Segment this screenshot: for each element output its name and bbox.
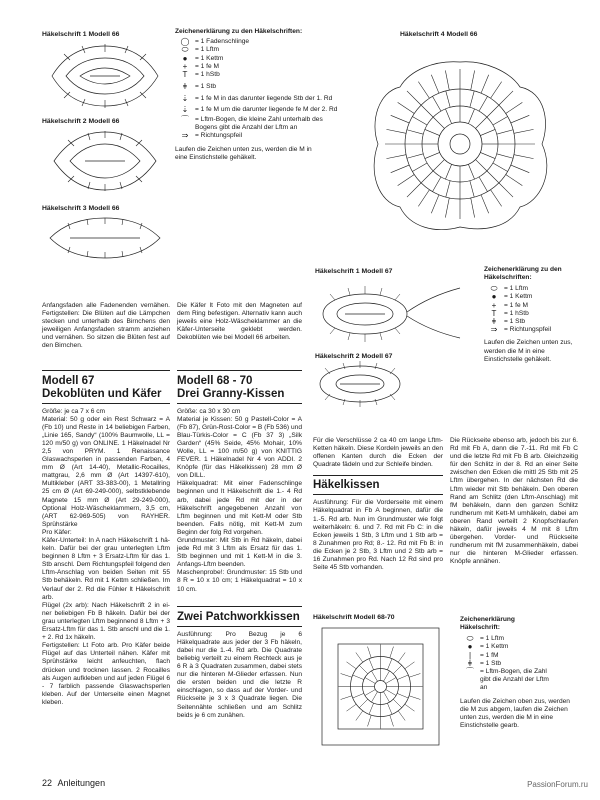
slip-stitch-icon: ● xyxy=(491,292,497,302)
haekelkissen-title: Häkelkissen xyxy=(313,479,443,495)
legend-2-item: + = 1 fe M xyxy=(484,302,584,310)
footer-section: Anleitungen xyxy=(57,778,106,788)
legend-2-item: ● = 1 Kettm xyxy=(484,293,584,301)
single-crochet-icon: | xyxy=(468,650,472,660)
legend-1-note: Laufen die Zeichen unten zus, werden die M in eine Einstichstelle gehäkelt. xyxy=(175,146,312,162)
legend-1-item: ⇣ = 1 fe M in das darunter liegende Stb der 1. Rd xyxy=(175,95,340,103)
slip-stitch-icon: ● xyxy=(467,642,473,652)
section-rule xyxy=(42,370,170,371)
legend-2-item: T = 1 hStb xyxy=(484,310,584,318)
half-double-icon: T xyxy=(182,69,188,79)
page-footer xyxy=(42,778,105,788)
legend-1-item: ◯ = 1 Fadenschlinge xyxy=(175,38,340,46)
legend-1-item: ● = 1 Kettm xyxy=(175,55,340,63)
crochet-chart-m67-2 xyxy=(310,360,430,408)
chart-title-m67-1: Häkelschrift 1 Modell 67 xyxy=(315,268,393,275)
crochet-chart-m66-1 xyxy=(40,40,170,112)
column-modell-67 xyxy=(42,370,170,707)
watermark: PassionForum.ru xyxy=(527,780,588,789)
single-crochet-icon: + xyxy=(491,300,497,310)
legend-3-title: Zeichenerklärung Häkelschrift: xyxy=(460,616,515,632)
section-rule xyxy=(177,370,302,371)
legend-3-item: ⌒ = Lftm-Bogen, die Zahl gibt die Anzahl der Lftm an xyxy=(460,668,585,693)
legend-3-item: | = 1 fM xyxy=(460,652,585,660)
chart-title-m67-2: Häkelschrift 2 Modell 67 xyxy=(315,353,393,360)
chain-icon: ⬭ xyxy=(181,45,189,55)
modell-68-70-title: Modell 68 - 70 xyxy=(177,375,253,387)
page-number: 22 xyxy=(42,778,53,788)
legend-1-item: ǂ = 1 Stb xyxy=(175,83,340,91)
crochet-chart-m66-3 xyxy=(40,215,170,261)
section-rule xyxy=(313,475,443,476)
sc-in-stb-icon: ⇣ xyxy=(181,94,189,104)
direction-arrow-icon: ⇒ xyxy=(181,131,189,141)
crochet-chart-m67-1 xyxy=(310,276,475,346)
legend-1-item: + = 1 fe M xyxy=(175,63,340,71)
direction-arrow-icon: ⇒ xyxy=(490,325,498,335)
legend-3-item: ● = 1 Kettm xyxy=(460,643,585,651)
legend-1-item: ⇣ = 1 fe M um die darunter liegende fe M der 2. Rd xyxy=(175,106,340,114)
legend-3 xyxy=(460,616,585,730)
modell-68-70-subtitle: Drei Granny-Kissen xyxy=(177,388,302,404)
half-double-icon: T xyxy=(491,308,497,318)
column-modell-68-70 xyxy=(177,370,302,720)
legend-2-item: ⇒ = Richtungspfeil xyxy=(484,326,584,334)
legend-2-note: Laufen die Zeichen unten zus, werden die M in eine Einstichstelle gehäkelt. xyxy=(484,339,573,363)
rueckseite-text: Die Rückseite ebenso arb, jedoch bis zur 6. Rd mit Fb A, dann die 7.-11. Rd mit Fb C und die letzte Rd mit Fb B arb. Gleichzeitig für den Schlitz in der 8. Rd an einer Seite zwischen den Ecken die mittl 25 Stb mit 25 Lftm übergehen. In der nächsten Rd die Lftm wieder mit Stb behäkeln. Den oberen Rand am Schlitz (den Lftm-Anschlag) mit fM behäkeln, dann den ganzen Schlitz rundherum mit Kett-M umhäkeln, dabei am oberen Rand verteilt 2 Knopfschlaufen häkeln, dafür jeweils 4 M mit 8 Lftm übergehen. Vorder- und Rückseite rundherum mit fM zusammenhäkeln, dabei nur die hinteren M-Glieder erfassen. Knöpfe annähen. xyxy=(450,437,578,566)
legend-2-item: ⬭ = 1 Lftm xyxy=(484,285,584,293)
verschluss-text: Für die Verschlüsse 2 ca 40 cm lange Lftm-Ketten häkeln. Diese Kordeln jeweils an den offenen Kanten durch die Ecken der Quadrate fädeln und zur Schleife binden. xyxy=(313,437,443,469)
chart-title-m66-2: Häkelschrift 2 Modell 66 xyxy=(42,118,120,125)
legend-2-title: Zeichenerklärung zu den Häkelschriften: xyxy=(484,266,562,282)
legend-2 xyxy=(484,266,584,364)
modell-68-70-body: Größe: ca 30 x 30 cm Material je Kissen: 50 g Pastell-Color = A (Fb 87), Grün-Rost-Color = B (Fb 536) und Blau-Türkis-Color = C (Fb 37 3) „Silk Garden“ (45% Seide, 45% Mohair, 10% Wolle, LL = 100 m/50 g) von KNITTIG FEVER. 1 Häkelnadel Nr 4 von ADDI. 2 Knöpfe (für das Häkelkissen) 28 mm Ø von DILL. Häkelquadrat: Mit einer Fadenschlinge beginnen und lt Häkelschrift die 1.- 4 Rd arb, dabei jede Rd mit der in der Häkelschrift angegebenen Anzahl von Lftm beginnen und mit Kett-M oder Stb beenden. Falls nötig, mit Kett-M zum Beginn der folg Rd vorgehen. Grundmuster: Mit Stb in Rd häkeln, dabei jede Rd mit 3 Lftm als Ersatz für das 1. Stb beginnen und mit 1 Kett-M in die 3. Anfangs-Lftm beenden. Maschenprobe!: Grundmuster: 15 Stb und 8 R = 10 x 10 cm; 1 Häkelquadrat = 10 x 10 cm. xyxy=(177,407,302,593)
legend-1-item: T = 1 hStb xyxy=(175,71,340,79)
slip-stitch-icon: ● xyxy=(182,53,188,63)
text-block-a: Anfangsfaden alle Fadenenden vernähen. Fertigstellen: Die Blüten auf die Lämpchen stecken und unterhalb des Birnchens den jeweiligen Anfangsfaden stramm anziehen und vernähen. So sitzen die Blüten fest auf den Birnchen. xyxy=(42,302,170,350)
chart-title-m66-1: Häkelschrift 1 Modell 66 xyxy=(42,31,120,38)
section-rule xyxy=(177,606,302,607)
chart-title-m6870: Häkelschrift Modell 68-70 xyxy=(313,614,395,621)
legend-1 xyxy=(175,28,340,163)
chain-arc-icon: ⌒ xyxy=(466,667,474,676)
loop-icon: ◯ xyxy=(180,37,190,47)
legend-1-item: ⌒ = Lftm-Bogen, die kleine Zahl unterhalb des Bogens gibt die Anzahl der Lftm an xyxy=(175,116,340,132)
crochet-chart-m66-4 xyxy=(360,42,560,247)
legend-3-item: ⬭ = 1 Lftm xyxy=(460,635,585,643)
double-crochet-icon: ǂ xyxy=(467,658,473,668)
haekelkissen-body: Ausführung: Für die Vorderseite mit einem Häkelquadrat in Fb A beginnen, dafür die 1.-5. Rd arb. Nun im Grundmuster wie folgt weiterhäkeln: 6. und 7. Rd mit Fb C: in die Ecken jeweils 1 Stb, 3 Lftm und 1 Stb arb = 8 Zunahmen pro Rd; 8.- 12. Rd mit Fb B: in die Ecken je 2 Stb, 3 Lftm und 2 Stb arb = 16 Zunahmen pro Rd. Nach 12 Rd sind pro Seite 45 Stb vorhanden. xyxy=(313,499,443,572)
modell-67-subtitle: Dekoblüten und Käfer xyxy=(42,388,170,404)
crochet-chart-m66-2 xyxy=(40,128,170,194)
legend-3-item: ǂ = 1 Stb xyxy=(460,660,585,668)
zwei-patchwork-title: Zwei Patchworkkissen xyxy=(177,611,302,627)
legend-1-title: Zeichenerklärung zu den Häkelschriften: xyxy=(175,28,303,35)
chart-title-m66-4: Häkelschrift 4 Modell 66 xyxy=(400,31,478,38)
crochet-chart-m68-70 xyxy=(318,624,443,749)
zwei-patchwork-body: Ausführung: Pro Bezug je 6 Häkelquadrate aus jeder der 3 Fb häkeln, dabei nur die 1.-4. Rd arb. Die Quadrate beliebig verteilt zu einem Rechteck aus je 6 R à 3 Quadraten zusammen, dabei stets nur die hinteren M-Glieder erfassen. Nun die ersten beiden und die letzte R einschlagen, so dass auf der Vorder- und Rückseite je 3 x 3 Quadrate liegen. Die Seitennähte schließen und am Schlitz beids je 6 cm zunähen. xyxy=(177,630,302,719)
double-crochet-icon: ǂ xyxy=(182,82,188,92)
single-crochet-icon: + xyxy=(182,61,188,71)
text-block-b: Die Käfer lt Foto mit den Magneten auf dem Ring befestigen. Alternativ kann auch jeweils eine Holz-Wäscheklammer an die Käfer-Unterseite geklebt werden. Dekoblüten wie bei Modell 66 arbeiten. xyxy=(177,302,302,342)
legend-3-note: Laufen die Zeichen oben zus, werden die M zus abgem, laufen die Zeichen unten zus, werden die M in eine Einstichstelle gearb. xyxy=(460,697,570,729)
legend-1-item: ⬭ = 1 Lftm xyxy=(175,46,340,54)
sc-around-sc-icon: ⇣ xyxy=(181,104,189,114)
modell-67-body: Größe: je ca 7 x 6 cm Material: 50 g oder ein Rest Schwarz = A (Fb 10) und Reste in 14 beliebigen Farben, „Linie 165, Sandy“ (100% Baumwolle, LL = 120 m/50 g) von ONLINE. 1 Häkelnadel Nr 2,5 von PRYM. 1 Renaissance Glaswachsperlen in passenden Farben, 4 mm Ø (Art 14-40), Metallic-Rocailles, mattgrau, 2,6 mm Ø (Art 14397-610), Multikleber (ART 33-383-00), 1 Metallring 25 cm Ø (Art 69-249-000), selbstklebende Magnete 15 mm Ø (Art 29-249-000), Optional Holz-Wäscheklammern, 3,5 cm, (ART 62-969-505) von RAYHER. Sprühstärke Pro Käfer: Käfer-Unterteil: In A nach Häkelschrift 1 hä-keln. Dafür bei der grau unterlegten Lftm beginnen 8 Lftm + 3 Ersatz-Lftm für das 1. Stb anschl. Dem Richtungspfeil folgend den Lftm-Anschlag von beiden Seiten mit 55 Stb behäkeln. Rd mit 1 Kettm schließen. Im Verlauf der 2. Rd die Fühler lt Häkelschrift arb. Flügel (2x arb): Nach Häkelschrift 2 in ei-ner beliebigen Fb B häkeln. Dafür bei der grau unterlegten Lftm beginnend 8 Lftm + 3 Ersatz-Lftm für das 1. Stb anschl und die 1. + 2. Rd 1x häkeln. Fertigstellen: Lt Foto arb. Pro Käfer beide Flügel auf das Unterteil nähen. Käfer mit Sprühstärke leicht anfeuchten, flach drücken und trocknen lassen. 2 Rocailles als Augen aufkleben und auf jeden Flügel 6 - 7 farblich passende Glaswachsperlen kleben. Auf der Unterseite einen Magnet kleben. xyxy=(42,407,170,706)
chart-title-m66-3: Häkelschrift 3 Modell 66 xyxy=(42,205,120,212)
chain-arc-icon: ⌒ xyxy=(181,114,189,124)
legend-2-item: ǂ = 1 Stb xyxy=(484,318,584,326)
legend-1-item: ⇒ = Richtungspfeil xyxy=(175,132,340,140)
double-crochet-icon: ǂ xyxy=(491,317,497,326)
chain-icon: ⬭ xyxy=(490,284,498,294)
chain-icon: ⬭ xyxy=(466,634,474,644)
modell-67-title: Modell 67 xyxy=(42,375,95,387)
column-haekelkissen xyxy=(313,437,443,572)
